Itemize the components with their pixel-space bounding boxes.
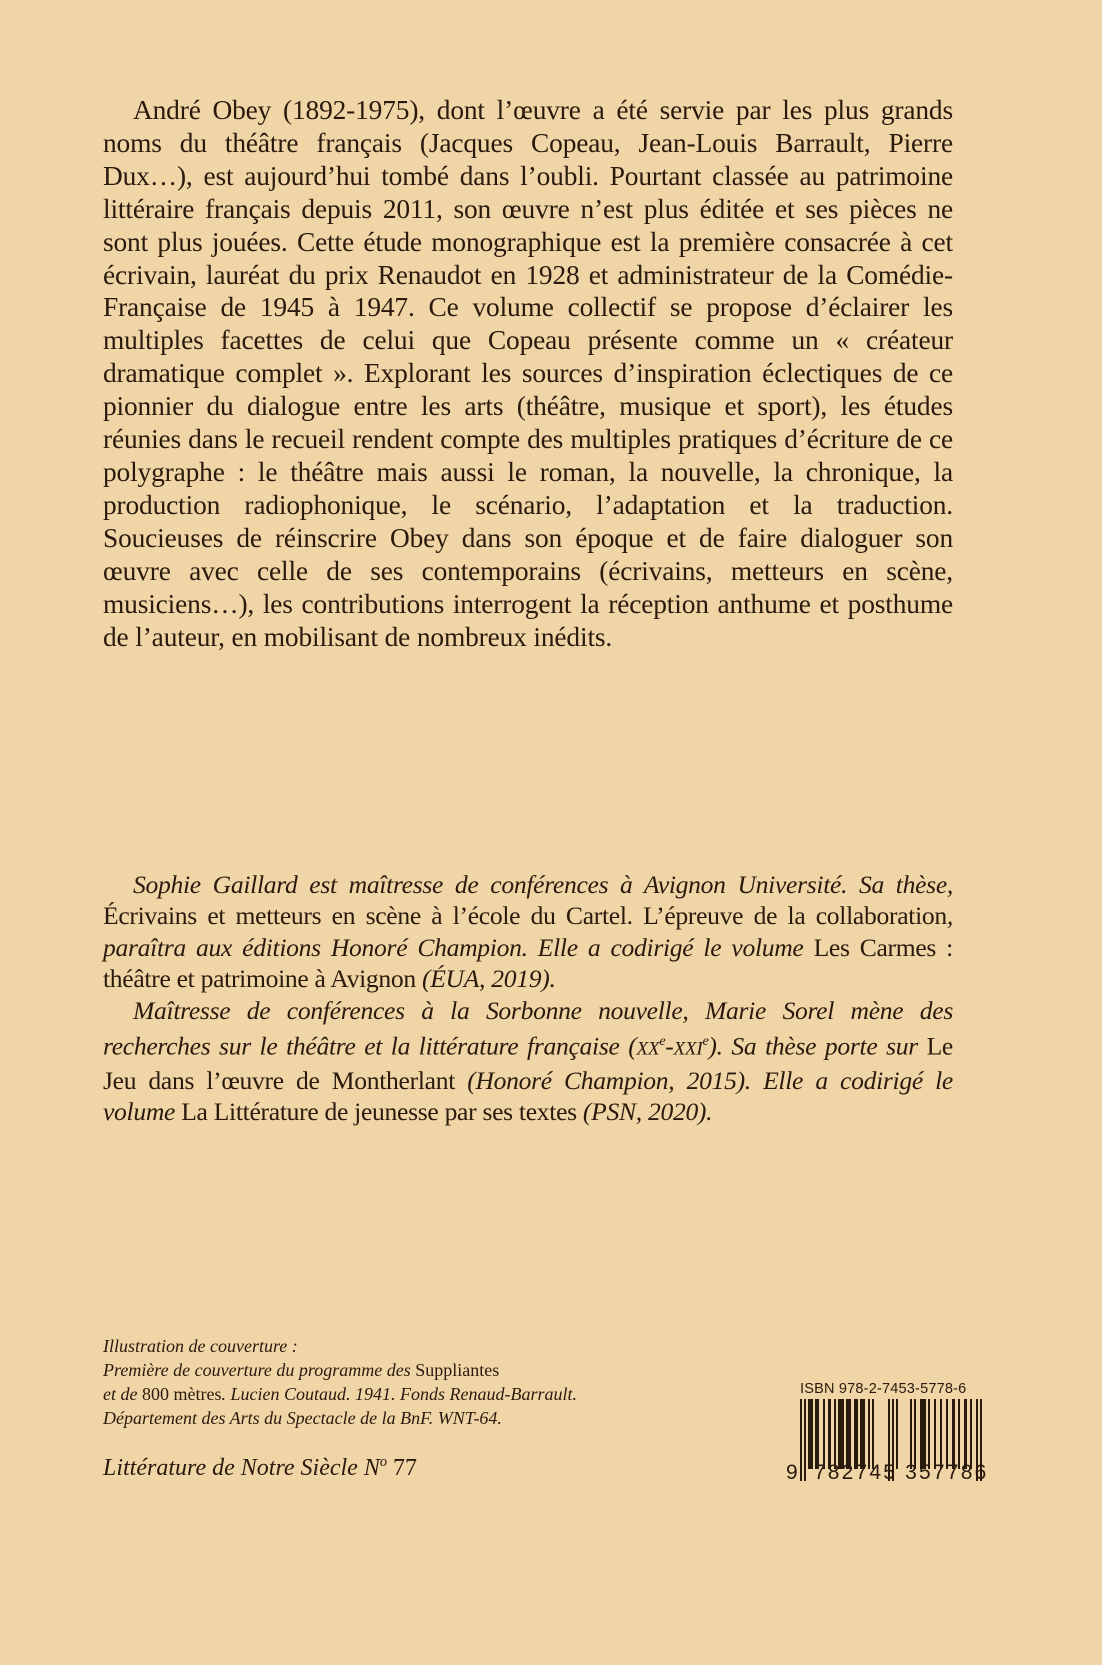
digit-group-right: 357786	[905, 1461, 989, 1484]
work-title: Suppliantes	[415, 1360, 500, 1380]
dash: -	[665, 1031, 674, 1061]
bio-text: , paraîtra aux éditions Honoré Champion. Elle a codirigé le volume	[103, 901, 953, 962]
series-number: 77	[387, 1455, 418, 1481]
barcode-digits	[786, 1461, 988, 1485]
summary-paragraph: André Obey (1892-1975), dont l’œuvre a été servie par les plus grands noms du théâtre français (Jacques Copeau, Jean-Louis Barrault, Pierre Dux…), est aujourd’hui tombé dans l’oubli. Pourtant classée au patrimoine littéraire français depuis 2011, son œuvre n’est plus éditée et ses pièces ne sont plus jouées. Cette étude monographique est la première consacrée à cet écrivain, lauréat du prix Renaudot en 1928 et administrateur de la Comédie-Française de 1945 à 1947. Ce volume collectif se propose d’éclairer les multiples facettes de celui que Copeau présente comme un « créateur dramatique complet ». Explorant les sources d’inspiration éclectiques de ce pionnier du dialogue entre les arts (théâtre, musique et sport), les études réunies dans le recueil rendent compte des multiples pratiques d’écriture de ce polygraphe : le théâtre mais aussi le roman, la nouvelle, la chronique, la production radiophonique, le scénario, l’adaptation et la traduction. Soucieuses de réinscrire Obey dans son époque et de faire dialoguer son œuvre avec celle de ses contemporains (écrivains, metteurs en scène, musiciens…), les contributions interrogent la réception anthume et posthume de l’auteur, en mobilisant de nombreux inédits.	[103, 95, 953, 652]
number-superscript: o	[379, 1454, 388, 1470]
bio-text: Sophie Gaillard est maîtresse de conférences à Avignon Université. Sa thèse,	[133, 870, 953, 899]
bio-text: ). Sa thèse porte sur	[708, 1031, 927, 1061]
digit-group-left: 782745	[813, 1461, 898, 1484]
volume-title: La Littérature de jeunesse par ses textes	[181, 1097, 577, 1127]
thesis-title: Le Jeu dans l’œuvre de Montherlant	[103, 1031, 953, 1095]
lead-digit: 9	[786, 1461, 800, 1484]
bio-text: (ÉUA, 2019).	[415, 964, 556, 994]
century-label: XXI	[673, 1038, 703, 1060]
editor-bios	[103, 869, 953, 1128]
credit-text: . Lucien Coutaud. 1941. Fonds Renaud-Barrault.	[221, 1384, 577, 1404]
isbn-label: ISBN 978-2-7453-5778-6	[800, 1381, 967, 1397]
isbn-barcode	[786, 1381, 1000, 1497]
century-superscript: e	[659, 1033, 666, 1050]
work-title: 800 mètres	[141, 1384, 222, 1404]
series-title: Littérature de Notre Siècle N	[103, 1455, 380, 1481]
series-name	[103, 1454, 417, 1482]
bio-marie-sorel	[103, 995, 953, 1128]
century-label: XX	[636, 1038, 660, 1060]
bio-text: (PSN, 2020).	[576, 1097, 713, 1127]
bio-text: Maîtresse de conférences à la Sorbonne nouvelle, Marie Sorel mène des recherches sur le théâtre et la littérature française (	[103, 995, 953, 1061]
volume-title: Les Carmes : théâtre et patrimoine à Avignon	[103, 932, 953, 994]
credit-text: et de	[103, 1384, 142, 1404]
credit-heading: Illustration de couverture :	[103, 1336, 298, 1356]
bio-text: (Honoré Champion, 2015). Elle a codirigé le volume	[103, 1065, 953, 1127]
credit-text: Département des Arts du Spectacle de la BnF. WNT-64.	[103, 1408, 502, 1428]
bio-sophie-gaillard	[103, 869, 953, 995]
book-summary	[103, 94, 953, 653]
century-superscript: e	[702, 1033, 709, 1050]
thesis-title: Écrivains et metteurs en scène à l’école du Cartel. L’épreuve de la collaboration	[103, 901, 947, 931]
cover-illustration-credit	[103, 1334, 743, 1430]
credit-text: Première de couverture du programme des	[103, 1360, 416, 1380]
